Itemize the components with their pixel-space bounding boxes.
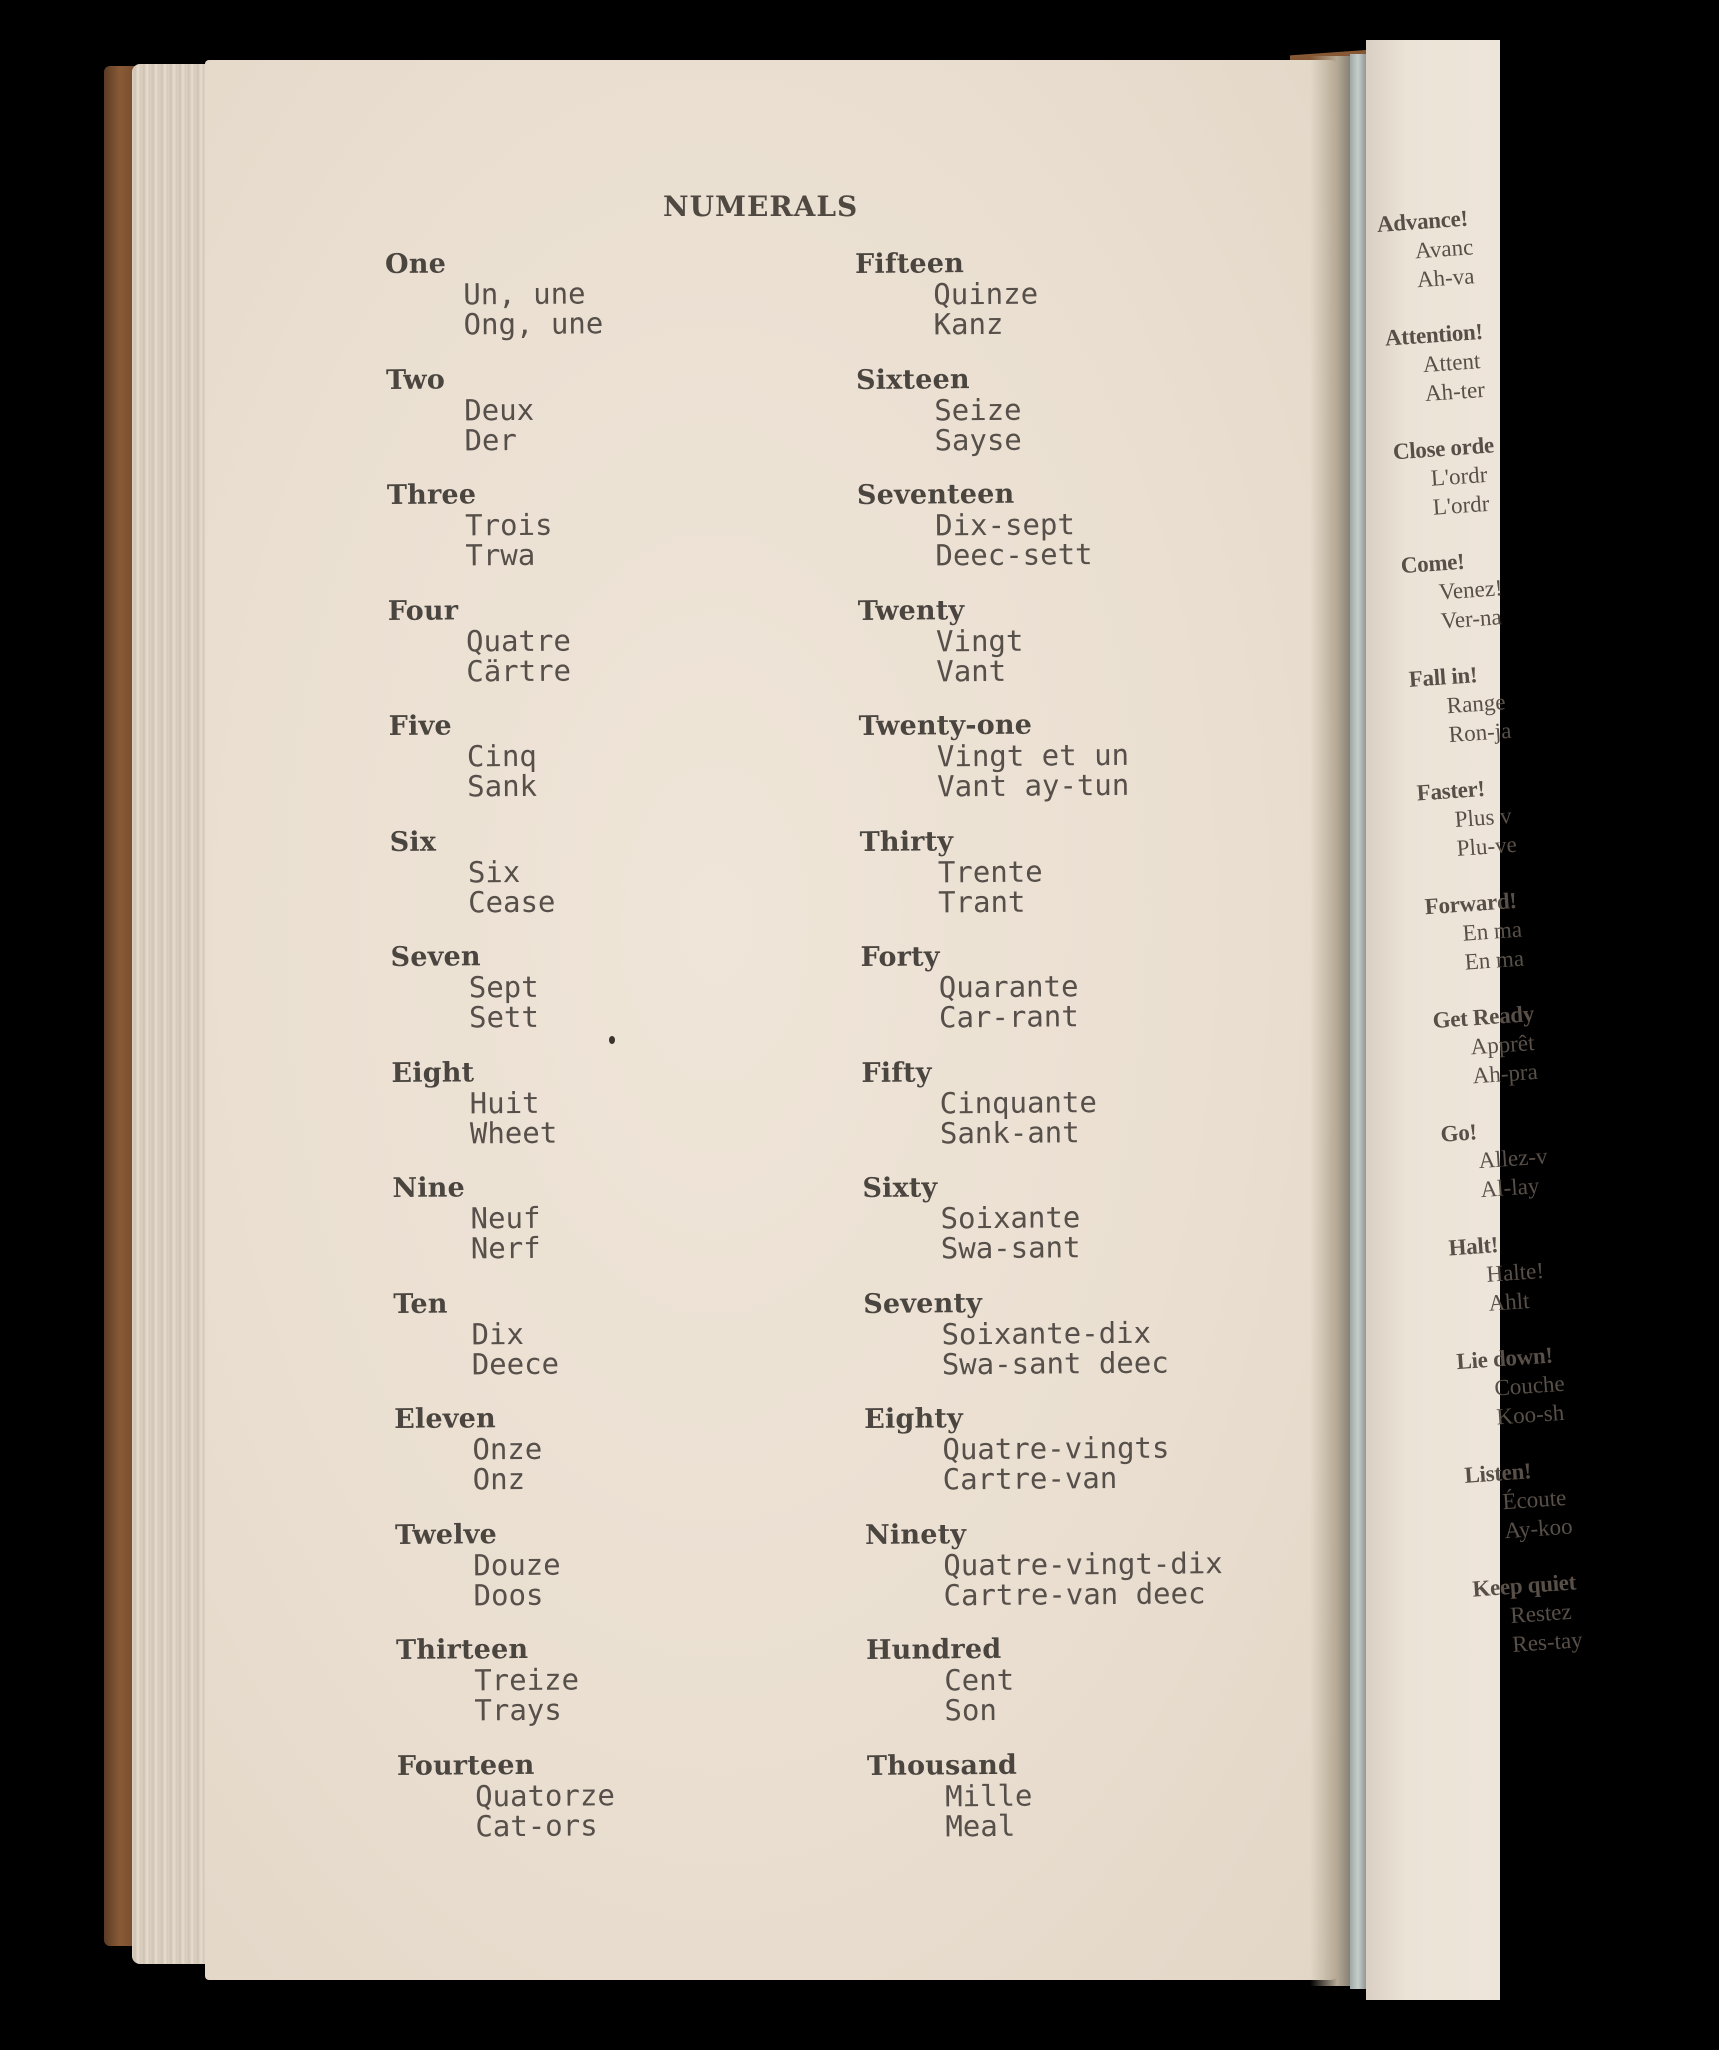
- english-numeral: Seventy: [863, 1287, 983, 1320]
- english-numeral: Thousand: [866, 1749, 1018, 1782]
- numeral-entry: [860, 940, 1218, 1058]
- command-french: Venez!: [1437, 575, 1504, 605]
- english-numeral: Seventeen: [856, 478, 1015, 511]
- english-numeral: Two: [385, 364, 446, 396]
- english-numeral: Fifty: [861, 1056, 932, 1089]
- french-translation: Trois: [465, 507, 553, 543]
- command-french: L'ordr: [1429, 461, 1489, 491]
- command-pronunciation: En ma: [1463, 945, 1525, 975]
- numerals-left-column: [385, 248, 615, 1867]
- pronunciation: Cärtre: [466, 653, 572, 688]
- command-pronunciation: Ah-ter: [1424, 376, 1486, 407]
- numeral-entry: [394, 1403, 613, 1520]
- numeral-entry: [390, 826, 609, 943]
- pronunciation: Sank: [467, 768, 538, 804]
- command-label: Attention!: [1384, 318, 1484, 351]
- french-translation: Quatre-vingts: [942, 1430, 1170, 1467]
- command-label: Forward!: [1423, 887, 1518, 920]
- numeral-entry: [396, 1634, 615, 1751]
- pronunciation: Son: [944, 1692, 997, 1728]
- command-french: Couche: [1493, 1370, 1566, 1401]
- command-french: Apprêt: [1469, 1030, 1536, 1060]
- command-pronunciation: Ron-ja: [1447, 717, 1513, 748]
- french-translation: Seize: [934, 392, 1022, 427]
- command-pronunciation: L'ordr: [1432, 490, 1491, 520]
- english-numeral: Eleven: [394, 1403, 497, 1435]
- ink-speck: [609, 1036, 615, 1044]
- command-pronunciation: Res-tay: [1511, 1627, 1584, 1657]
- english-numeral: Ninety: [864, 1518, 967, 1551]
- command-french: Allez-v: [1477, 1143, 1549, 1174]
- numeral-entry: [391, 1057, 610, 1174]
- pronunciation: Kanz: [933, 306, 1004, 342]
- numeral-entry: [385, 248, 604, 365]
- command-french: En ma: [1461, 916, 1523, 946]
- command-pronunciation: Al-lay: [1479, 1173, 1541, 1203]
- pronunciation: Swa-sant: [940, 1230, 1081, 1266]
- command-pronunciation: Ver-na: [1439, 604, 1503, 634]
- command-entry: [1384, 307, 1631, 437]
- english-numeral: Sixty: [862, 1172, 938, 1204]
- english-numeral: Four: [387, 594, 459, 627]
- french-translation: Quatre-vingt-dix: [943, 1545, 1223, 1582]
- numeral-entry: [389, 710, 608, 827]
- page-title: NUMERALS: [663, 190, 859, 223]
- command-pronunciation: Ay-koo: [1503, 1513, 1574, 1544]
- french-translation: Quinze: [933, 276, 1039, 312]
- english-numeral: Nine: [392, 1172, 466, 1204]
- french-translation: Cinq: [466, 738, 537, 774]
- english-numeral: Eight: [391, 1056, 475, 1089]
- french-translation: Quatre: [465, 623, 571, 658]
- numeral-entry: [864, 1402, 1222, 1520]
- french-translation: Soixante-dix: [941, 1315, 1152, 1351]
- french-translation: Trente: [937, 854, 1043, 889]
- numeral-entry: [862, 1171, 1220, 1289]
- pronunciation: Wheet: [469, 1115, 558, 1150]
- french-translation: Douze: [473, 1547, 561, 1582]
- command-label: Halt!: [1447, 1232, 1499, 1261]
- pronunciation: Vant: [936, 653, 1007, 688]
- english-numeral: Three: [386, 479, 477, 511]
- command-french: Attent: [1422, 348, 1482, 378]
- command-entry: [1432, 989, 1679, 1119]
- command-french: Restez: [1509, 1598, 1573, 1629]
- english-numeral: Hundred: [865, 1633, 1002, 1666]
- numeral-entry: [857, 478, 1215, 596]
- numeral-entry: [860, 825, 1218, 943]
- command-entry: [1471, 1558, 1718, 1688]
- command-entry: [1376, 193, 1623, 323]
- english-numeral: Six: [389, 826, 437, 858]
- english-numeral: Sixteen: [855, 363, 970, 396]
- pronunciation: Nerf: [470, 1230, 541, 1266]
- command-label: Keep quiet: [1471, 1569, 1577, 1602]
- pronunciation: Vant ay-tun: [937, 767, 1130, 804]
- english-numeral: Fourteen: [396, 1749, 535, 1782]
- pronunciation: Swa-sant deec: [941, 1345, 1169, 1381]
- numeral-entry: [856, 363, 1214, 481]
- command-entry: [1440, 1103, 1687, 1233]
- command-pronunciation: Koo-sh: [1495, 1399, 1565, 1430]
- numeral-entry: [393, 1288, 612, 1405]
- command-entry: [1424, 876, 1671, 1006]
- french-translation: Treize: [474, 1662, 580, 1698]
- command-label: Go!: [1439, 1119, 1478, 1147]
- command-pronunciation: Ahlt: [1487, 1287, 1531, 1316]
- command-entry: [1448, 1217, 1695, 1347]
- french-translation: Vingt et un: [936, 737, 1130, 774]
- french-translation: Dix-sept: [935, 507, 1075, 543]
- french-translation: Soixante: [940, 1200, 1081, 1236]
- command-french: Range: [1445, 689, 1507, 719]
- command-entry: [1408, 648, 1655, 778]
- english-numeral: Twenty-one: [858, 709, 1033, 742]
- french-translation: Cent: [944, 1662, 1015, 1698]
- english-numeral: Fifteen: [854, 248, 965, 280]
- english-numeral: Twenty: [857, 594, 965, 627]
- pronunciation: Doos: [473, 1577, 544, 1612]
- command-entry: [1463, 1444, 1710, 1574]
- pronunciation: Sett: [468, 999, 540, 1035]
- numeral-entry: [863, 1287, 1221, 1405]
- french-translation: Onze: [472, 1431, 543, 1467]
- numeral-entry: [388, 595, 607, 712]
- numeral-entry: [865, 1518, 1223, 1636]
- command-french: Écoute: [1501, 1484, 1567, 1515]
- english-numeral: Forty: [860, 941, 940, 973]
- french-translation: Cinquante: [939, 1084, 1097, 1120]
- command-label: Faster!: [1415, 775, 1486, 806]
- english-numeral: Five: [388, 710, 452, 742]
- command-pronunciation: Ah-va: [1416, 263, 1476, 293]
- english-numeral: Thirty: [859, 825, 954, 858]
- pronunciation: Car-rant: [938, 999, 1079, 1035]
- pronunciation: Deec-sett: [935, 537, 1093, 573]
- command-label: Listen!: [1463, 1458, 1533, 1488]
- numeral-entry: [390, 941, 609, 1058]
- french-translation: Un, une: [463, 276, 586, 312]
- english-numeral: Thirteen: [395, 1633, 529, 1666]
- numeral-entry: [859, 709, 1217, 827]
- french-translation: Sept: [468, 969, 539, 1005]
- numeral-entry: [392, 1172, 611, 1289]
- numeral-entry: [395, 1519, 614, 1636]
- command-label: Lie down!: [1455, 1342, 1554, 1375]
- command-entry: [1416, 762, 1663, 892]
- pronunciation: Cease: [467, 884, 556, 919]
- command-label: Get Ready: [1431, 1000, 1535, 1033]
- pronunciation: Trays: [474, 1692, 562, 1728]
- english-numeral: Eighty: [864, 1403, 964, 1435]
- french-translation: Huit: [469, 1085, 540, 1120]
- pronunciation: Sayse: [934, 422, 1022, 457]
- command-pronunciation: Plu-ve: [1455, 831, 1518, 861]
- numeral-entry: [858, 594, 1216, 712]
- numerals-right-column: [855, 247, 1225, 1867]
- numeral-entry: [861, 1056, 1219, 1174]
- pronunciation: Sank-ant: [939, 1114, 1080, 1150]
- french-translation: Deux: [464, 392, 535, 427]
- pronunciation: Cartre-van: [942, 1460, 1118, 1497]
- command-french: Plus v: [1453, 803, 1513, 832]
- command-pronunciation: Ah-pra: [1471, 1058, 1539, 1089]
- command-label: Come!: [1399, 548, 1466, 579]
- command-label: Advance!: [1376, 205, 1469, 237]
- command-label: Close orde: [1392, 432, 1495, 465]
- french-translation: Neuf: [470, 1200, 541, 1236]
- pronunciation: Trant: [937, 884, 1026, 919]
- french-translation: Quarante: [938, 969, 1079, 1005]
- french-translation: Mille: [945, 1778, 1033, 1813]
- pronunciation: Trwa: [465, 537, 536, 573]
- pronunciation: Cat-ors: [475, 1807, 598, 1843]
- pronunciation: Meal: [945, 1808, 1016, 1843]
- numeral-entry: [387, 479, 606, 596]
- numeral-entry: [867, 1749, 1225, 1867]
- next-page: [1366, 40, 1584, 2000]
- english-numeral: Seven: [390, 941, 481, 973]
- pronunciation: Deece: [471, 1346, 560, 1381]
- next-page-commands: [1376, 193, 1719, 1688]
- english-numeral: One: [384, 248, 447, 280]
- french-translation: Quatorze: [475, 1777, 615, 1813]
- english-numeral: Ten: [393, 1288, 448, 1320]
- pronunciation: Der: [464, 422, 518, 457]
- command-entry: [1400, 534, 1647, 664]
- spine-band: [1350, 54, 1366, 1989]
- numeral-entry: [866, 1633, 1224, 1751]
- command-french: Halte!: [1485, 1257, 1545, 1287]
- pronunciation: Onz: [472, 1461, 526, 1497]
- french-translation: Dix: [471, 1316, 525, 1351]
- english-numeral: Twelve: [394, 1518, 498, 1551]
- numeral-entry: [855, 247, 1213, 365]
- command-french: Avanc: [1414, 234, 1475, 264]
- pronunciation: Ong, une: [463, 306, 604, 342]
- command-entry: [1392, 421, 1639, 551]
- pronunciation: Cartre-van deec: [943, 1575, 1206, 1612]
- command-label: Fall in!: [1407, 662, 1479, 692]
- command-entry: [1456, 1330, 1703, 1460]
- numeral-entry: [397, 1750, 616, 1867]
- numeral-entry: [386, 364, 605, 481]
- french-translation: Vingt: [935, 623, 1024, 658]
- french-translation: Six: [467, 854, 521, 889]
